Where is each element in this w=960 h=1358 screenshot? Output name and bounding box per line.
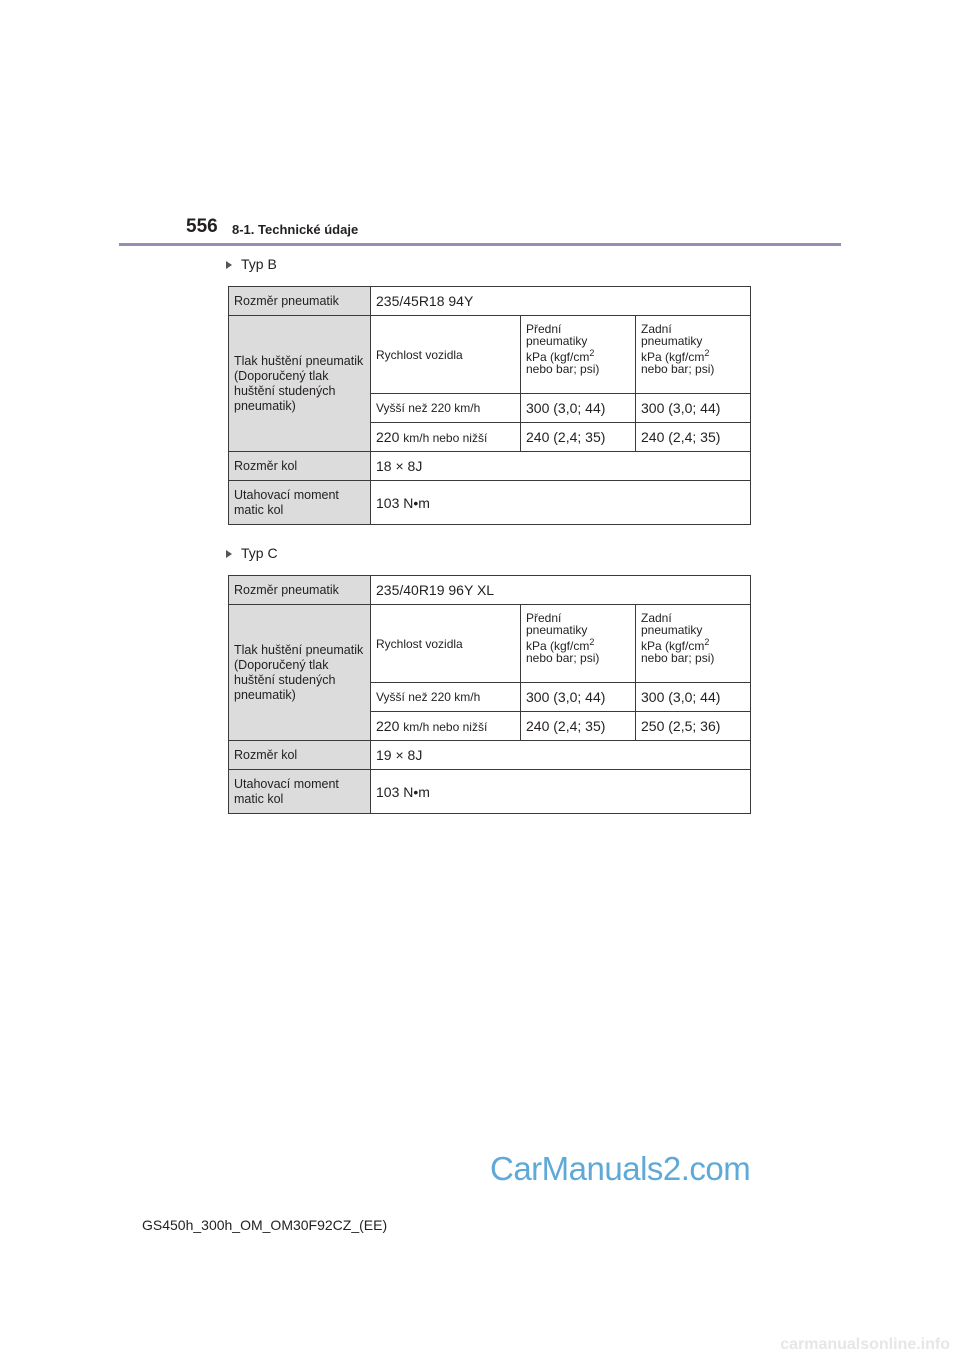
front-header-line: kPa (kgf/cm: [526, 639, 590, 653]
speed-low-num: 220: [376, 717, 400, 734]
speed-label: Rychlost vozidla: [371, 316, 521, 394]
front-pressure-low: 240 (2,4; 35): [521, 423, 636, 452]
speed-low-text: km/h nebo nižší: [403, 430, 488, 445]
front-header-line: Přední: [526, 322, 562, 336]
watermark-carmanuals2: CarManuals2.com: [490, 1150, 751, 1187]
rear-header-line: kPa (kgf/cm: [641, 350, 705, 364]
front-header-line: nebo bar; psi): [526, 651, 600, 665]
rear-tire-header: [636, 316, 751, 394]
type-c-spec-table: [228, 575, 751, 814]
rear-pressure-high: 300 (3,0; 44): [636, 683, 751, 712]
table-row: [229, 452, 751, 481]
torque-label: Utahovací moment matic kol: [229, 481, 371, 525]
table-row: [229, 316, 751, 394]
table-row: [229, 605, 751, 683]
front-pressure-high: 300 (3,0; 44): [521, 394, 636, 423]
torque-value: 103 N•m: [371, 481, 751, 525]
wheel-size-value: 19 × 8J: [371, 741, 751, 770]
header-rule: [119, 243, 841, 246]
tire-size-value: 235/40R19 96Y XL: [371, 576, 751, 605]
rear-pressure-low: 240 (2,4; 35): [636, 423, 751, 452]
page-number: 556: [186, 216, 218, 237]
rear-pressure-low: 250 (2,5; 36): [636, 712, 751, 741]
type-b-spec-table: [228, 286, 751, 525]
front-header-line: pneumatiky: [526, 334, 588, 348]
speed-low-num: 220: [376, 428, 400, 445]
type-b-heading: [226, 256, 277, 272]
section-title: 8-1. Technické údaje: [232, 222, 359, 237]
arrow-right-icon: [226, 261, 232, 269]
table-row: [229, 770, 751, 814]
type-b-heading-text: Typ B: [241, 256, 277, 272]
rear-header-sup: 2: [704, 637, 710, 647]
tire-size-value: 235/45R18 94Y: [371, 287, 751, 316]
rear-pressure-high: 300 (3,0; 44): [636, 394, 751, 423]
rear-header-sup: 2: [704, 348, 710, 358]
torque-value: 103 N•m: [371, 770, 751, 814]
rear-header-line: pneumatiky: [641, 623, 703, 637]
rear-header-line: nebo bar; psi): [641, 651, 715, 665]
rear-header-line: kPa (kgf/cm: [641, 639, 705, 653]
arrow-right-icon: [226, 550, 232, 558]
watermark-carmanualsonline: carmanualsonline.info: [780, 1336, 950, 1353]
type-c-heading: [226, 545, 278, 561]
rear-header-line: Zadní: [641, 322, 672, 336]
speed-low-text: km/h nebo nižší: [403, 719, 488, 734]
tire-size-label: Rozměr pneumatik: [229, 287, 371, 316]
front-header-line: pneumatiky: [526, 623, 588, 637]
front-header-line: kPa (kgf/cm: [526, 350, 590, 364]
wheel-size-label: Rozměr kol: [229, 741, 371, 770]
speed-high: Vyšší než 220 km/h: [371, 394, 521, 423]
rear-header-line: Zadní: [641, 611, 672, 625]
front-header-sup: 2: [589, 348, 595, 358]
wheel-size-value: 18 × 8J: [371, 452, 751, 481]
speed-low: [371, 423, 521, 452]
front-pressure-high: 300 (3,0; 44): [521, 683, 636, 712]
speed-label: Rychlost vozidla: [371, 605, 521, 683]
table-row: [229, 287, 751, 316]
pressure-label: Tlak huštění pneumatik (Doporučený tlak huštění studených pneumatik): [229, 316, 371, 452]
tire-size-label: Rozměr pneumatik: [229, 576, 371, 605]
speed-low: [371, 712, 521, 741]
table-row: [229, 576, 751, 605]
torque-label: Utahovací moment matic kol: [229, 770, 371, 814]
type-c-heading-text: Typ C: [241, 545, 278, 561]
wheel-size-label: Rozměr kol: [229, 452, 371, 481]
document-code: GS450h_300h_OM_OM30F92CZ_(EE): [142, 1217, 388, 1233]
front-header-line: Přední: [526, 611, 562, 625]
front-tire-header: [521, 316, 636, 394]
rear-tire-header: [636, 605, 751, 683]
table-row: [229, 741, 751, 770]
front-pressure-low: 240 (2,4; 35): [521, 712, 636, 741]
front-header-sup: 2: [589, 637, 595, 647]
pressure-label: Tlak huštění pneumatik (Doporučený tlak huštění studených pneumatik): [229, 605, 371, 741]
front-header-line: nebo bar; psi): [526, 362, 600, 376]
speed-high: Vyšší než 220 km/h: [371, 683, 521, 712]
rear-header-line: pneumatiky: [641, 334, 703, 348]
rear-header-line: nebo bar; psi): [641, 362, 715, 376]
table-row: [229, 481, 751, 525]
front-tire-header: [521, 605, 636, 683]
